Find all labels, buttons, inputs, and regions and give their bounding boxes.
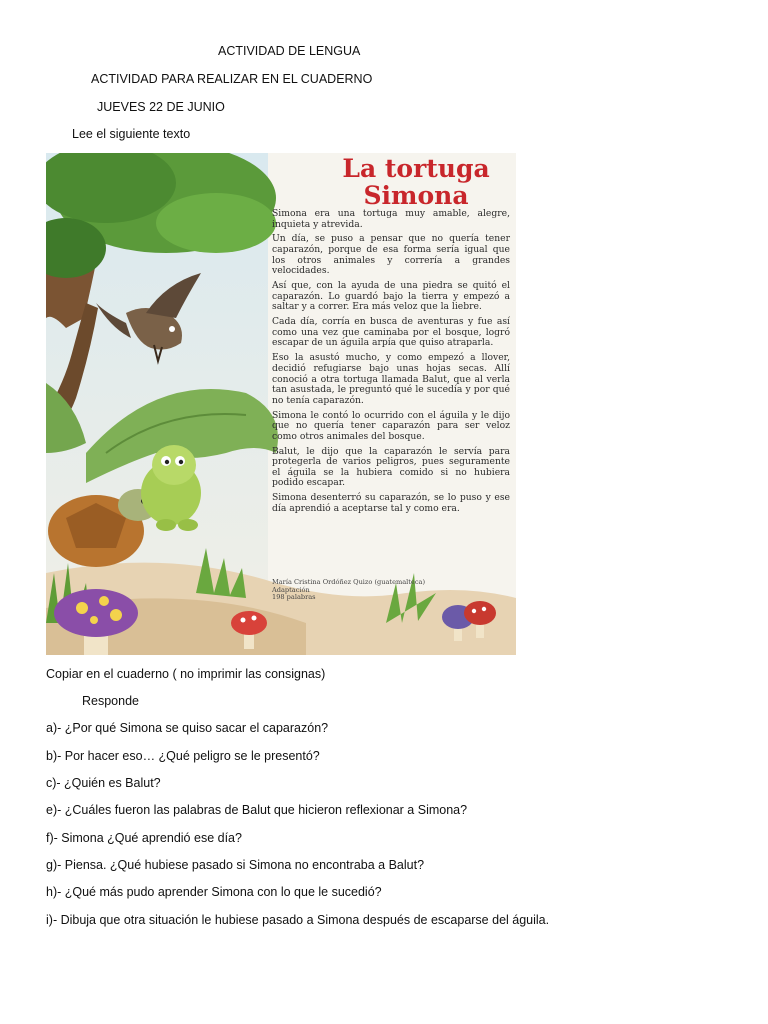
story-word-count: 198 palabras	[272, 593, 316, 602]
instructions-text: Copiar en el cuaderno ( no imprimir las consignas)	[46, 667, 326, 681]
question-h: h)- ¿Qué más pudo aprender Simona con lo que le sucedió?	[46, 885, 382, 899]
question-a: a)- ¿Por qué Simona se quiso sacar el caparazón?	[46, 721, 329, 735]
story-paragraph: Un día, se puso a pensar que no quería tener caparazón, porque de esa forma sería igual que los otros animales y correría a grandes velocidades.	[272, 233, 510, 277]
story-paragraph: Simona era una tortuga muy amable, alegre, inquieta y atrevida.	[272, 208, 510, 230]
question-i: i)- Dibuja que otra situación le hubiese pasado a Simona después de escaparse del águila.	[46, 913, 550, 927]
story-author: María Cristina Ordóñez Quizo (guatemalteca)	[272, 578, 426, 586]
responde-label: Responde	[82, 694, 139, 708]
question-g: g)- Piensa. ¿Qué hubiese pasado si Simona no encontraba a Balut?	[46, 858, 425, 872]
story-title-line-2: Simona	[363, 181, 469, 210]
header-line-2: ACTIVIDAD PARA REALIZAR EN EL CUADERNO	[91, 72, 373, 86]
header-line-3: JUEVES 22 DE JUNIO	[97, 100, 225, 114]
intro-text: Lee el siguiente texto	[72, 127, 191, 141]
story-body	[272, 209, 510, 519]
question-f: f)- Simona ¿Qué aprendió ese día?	[46, 831, 242, 845]
header-line-1: ACTIVIDAD DE LENGUA	[218, 44, 361, 58]
story-title	[316, 155, 516, 209]
story-paragraph: Balut, le dijo que la caparazón le servía para protegerla de varios peligros, pues seguramente el águila se la hubiera comido si no hubiera podido escapar.	[272, 445, 510, 489]
question-c: c)- ¿Quién es Balut?	[46, 776, 161, 790]
story-paragraph: Eso la asustó mucho, y como empezó a llover, decidió refugiarse bajo unas hojas secas. Allí conoció a otra tortuga llamada Balut, que al verla tan asustada, le preguntó qué le sucedía y por qué no tenía caparazón.	[272, 352, 510, 406]
story-adaptation: Adaptación	[272, 585, 310, 594]
question-b: b)- Por hacer eso… ¿Qué peligro se le presentó?	[46, 749, 320, 763]
story-paragraph: Simona desenterró su caparazón, se lo puso y ese día aprendió a aceptarse tal y como era.	[272, 492, 510, 514]
question-e: e)- ¿Cuáles fueron las palabras de Balut que hicieron reflexionar a Simona?	[46, 803, 468, 817]
story-illustration	[46, 153, 516, 655]
story-paragraph: Así que, con la ayuda de una piedra se quitó el caparazón. Lo guardó bajo la tierra y empezó a saltar y a correr. Era más veloz que la liebre.	[272, 280, 510, 313]
story-paragraph: Cada día, corría en busca de aventuras y fue así como una vez que caminaba por el bosque, logró escapar de un águila arpía que quiso atraparla.	[272, 316, 510, 349]
story-title-line-1: La tortuga	[342, 154, 490, 183]
story-paragraph: Simona le contó lo ocurrido con el águila y le dijo que no quería tener caparazón para ser veloz como otros animales del bosque.	[272, 409, 510, 442]
story-credits	[272, 579, 472, 602]
